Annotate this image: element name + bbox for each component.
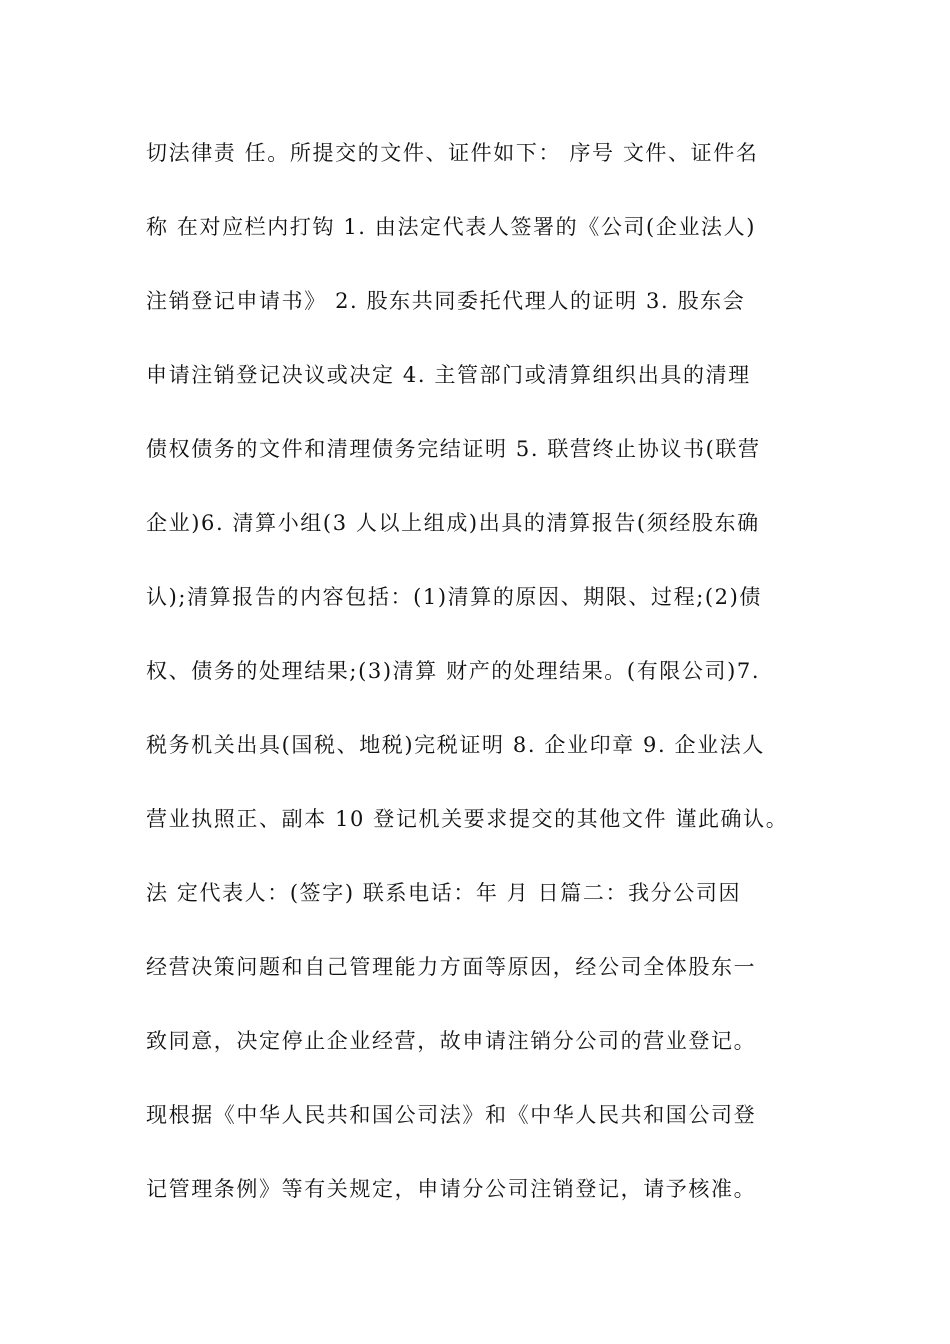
text-line: 债权债务的文件和清理债务完结证明 5. 联营终止协议书(联营 — [146, 437, 761, 461]
text-line: 记管理条例》等有关规定，申请分公司注销登记，请予核准。 — [146, 1177, 757, 1201]
text-line: 税务机关出具(国税、地税)完税证明 8. 企业印章 9. 企业法人 — [146, 733, 765, 757]
text-line: 法 定代表人：(签字) 联系电话：年 月 日篇二：我分公司因 — [146, 881, 742, 905]
text-line: 注销登记申请书》 2. 股东共同委托代理人的证明 3. 股东会 — [146, 289, 746, 313]
text-line: 称 在对应栏内打钩 1. 由法定代表人签署的《公司(企业法人) — [146, 215, 757, 239]
text-line: 企业)6. 清算小组(3 人以上组成)出具的清算报告(须经股东确 — [146, 511, 760, 535]
body-text — [146, 132, 826, 1242]
text-line: 营业执照正、副本 10 登记机关要求提交的其他文件 谨此确认。 — [146, 807, 789, 831]
text-line: 现根据《中华人民共和国公司法》和《中华人民共和国公司登 — [146, 1103, 757, 1127]
text-line: 经营决策问题和自己管理能力方面等原因，经公司全体股东一 — [146, 955, 757, 979]
text-line: 切法律责 任。所提交的文件、证件如下： 序号 文件、证件名 — [146, 141, 759, 165]
text-line: 权、债务的处理结果;(3)清算 财产的处理结果。(有限公司)7. — [146, 659, 761, 683]
text-line: 认);清算报告的内容包括：(1)清算的原因、期限、过程;(2)债 — [146, 585, 763, 609]
text-line: 申请注销登记决议或决定 4. 主管部门或清算组织出具的清理 — [146, 363, 751, 387]
text-line: 致同意，决定停止企业经营，故申请注销分公司的营业登记。 — [146, 1029, 757, 1053]
